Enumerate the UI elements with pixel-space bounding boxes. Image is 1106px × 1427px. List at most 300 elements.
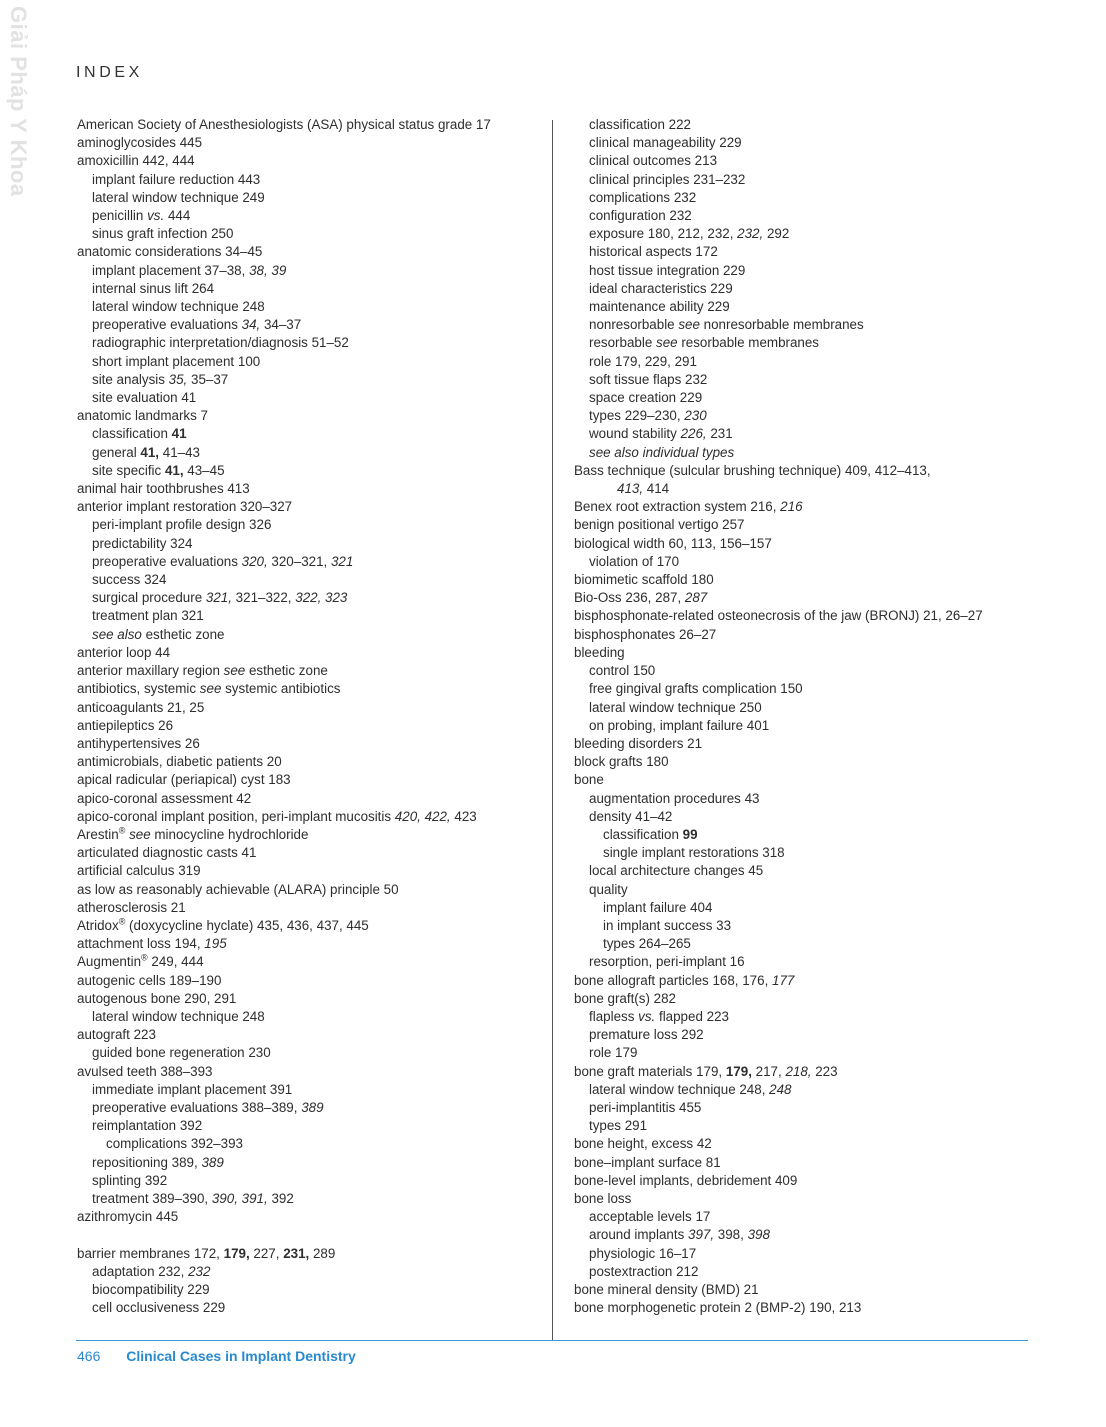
index-entry: [77, 862, 542, 880]
index-subentry: [77, 298, 542, 316]
index-subentry: [574, 1245, 1044, 1263]
entry-text: anterior loop 44: [77, 644, 171, 660]
index-column-left: [77, 116, 542, 1317]
entry-text: complications 232: [589, 189, 697, 205]
index-subentry: [574, 425, 1044, 443]
index-entry: [574, 1190, 1044, 1208]
entry-text: maintenance ability 229: [589, 299, 730, 315]
entry-text: bisphosphonates 26–27: [574, 626, 717, 642]
entry-text: premature loss 292: [589, 1027, 704, 1043]
entry-text: 41: [171, 426, 187, 442]
entry-text: clinical outcomes 213: [589, 153, 718, 169]
entry-text: anterior maxillary region: [77, 663, 224, 679]
entry-text: 444: [164, 208, 191, 224]
entry-text: bone mineral density (BMD) 21: [574, 1282, 759, 1297]
index-entry: [77, 116, 542, 134]
index-subentry: [574, 171, 1044, 189]
entry-text: bleeding disorders 21: [574, 735, 703, 751]
entry-text: biomimetic scaffold 180: [574, 572, 714, 588]
page-footer: [77, 1348, 356, 1364]
entry-text: 223: [811, 1063, 838, 1079]
entry-text: bone graft(s) 282: [574, 990, 676, 1006]
index-subentry: [574, 1008, 1044, 1026]
entry-text: lateral window technique 248,: [589, 1081, 770, 1097]
entry-text: see: [678, 317, 700, 333]
entry-text: success 324: [92, 572, 167, 588]
entry-text: 177: [772, 972, 795, 988]
entry-text: Bio-Oss 236, 287,: [574, 590, 685, 606]
index-entry: [77, 680, 542, 698]
entry-text: see: [656, 335, 678, 351]
index-subentry: [574, 134, 1044, 152]
index-subentry: [77, 316, 542, 334]
entry-text: lateral window technique 248: [92, 299, 265, 315]
entry-text: 292: [763, 226, 790, 242]
entry-text: see: [223, 663, 246, 679]
index-subentry: [574, 207, 1044, 225]
entry-text: ®: [118, 825, 126, 836]
entry-text: types 291: [589, 1118, 648, 1134]
index-subentry: [77, 1190, 542, 1208]
entry-text: 398,: [714, 1227, 748, 1243]
index-subentry: [574, 1226, 1044, 1244]
entry-text: implant failure reduction 443: [92, 171, 261, 187]
entry-text: 420, 422,: [394, 808, 451, 824]
index-subentry: [574, 189, 1044, 207]
entry-text: biocompatibility 229: [92, 1281, 210, 1297]
index-subentry: [77, 189, 542, 207]
index-entry: [574, 1172, 1044, 1190]
entry-text: 35,: [168, 371, 188, 387]
entry-text: classification 222: [589, 117, 691, 132]
entry-text: peri-implant profile design 326: [92, 517, 272, 533]
entry-text: bone allograft particles 168, 176,: [574, 972, 773, 988]
index-entry: [77, 662, 542, 680]
entry-text: 38, 39: [249, 262, 287, 278]
index-subentry: [574, 553, 1044, 571]
index-subentry: [574, 1044, 1044, 1062]
index-subentry: [77, 1044, 542, 1062]
entry-text: 413,: [617, 481, 644, 497]
entry-text: anticoagulants 21, 25: [77, 699, 205, 715]
entry-text: amoxicillin 442, 444: [77, 153, 195, 169]
entry-text: reimplantation 392: [92, 1118, 203, 1134]
index-entry: [574, 972, 1044, 990]
entry-text: autogenous bone 290, 291: [77, 990, 237, 1006]
entry-text: vs.: [638, 1008, 656, 1024]
entry-text: wound stability: [589, 426, 681, 442]
index-entry: [574, 498, 1044, 516]
index-entry: [574, 462, 1044, 480]
index-entry: [77, 771, 542, 789]
entry-text: lateral window technique 249: [92, 189, 265, 205]
index-subentry: [574, 1117, 1044, 1135]
entry-text: 320,: [241, 553, 268, 569]
index-entry-continuation: [574, 480, 1044, 498]
entry-text: as low as reasonably achievable (ALARA) principle 50: [77, 881, 399, 897]
entry-text: see also: [92, 626, 142, 642]
entry-text: local architecture changes 45: [589, 863, 764, 879]
entry-text: sinus graft infection 250: [92, 226, 234, 242]
entry-text: (doxycycline hyclate) 435, 436, 437, 445: [125, 917, 369, 933]
index-subentry: [574, 371, 1044, 389]
index-subentry: [77, 262, 542, 280]
index-subentry: [77, 444, 542, 462]
index-subentry: [77, 1172, 542, 1190]
index-entry: [77, 790, 542, 808]
entry-text: aminoglycosides 445: [77, 135, 203, 151]
index-entry: [77, 881, 542, 899]
entry-text: on probing, implant failure 401: [589, 717, 770, 733]
index-subentry: [574, 862, 1044, 880]
watermark: Giải Pháp Y Khoa: [6, 6, 31, 197]
index-entry: [77, 134, 542, 152]
entry-text: treatment plan 321: [92, 608, 204, 624]
entry-text: Benex root extraction system 216,: [574, 499, 781, 515]
entry-text: 289: [309, 1245, 336, 1261]
entry-text: Augmentin: [77, 954, 142, 970]
index-entry: [574, 771, 1044, 789]
entry-text: penicillin: [92, 208, 148, 224]
index-subentry: [77, 626, 542, 644]
entry-text: ®: [118, 916, 126, 927]
index-subentry: [574, 225, 1044, 243]
index-subentry: [77, 516, 542, 534]
entry-text: predictability 324: [92, 535, 193, 551]
entry-text: bone loss: [574, 1190, 632, 1206]
entry-text: 398: [747, 1227, 770, 1243]
entry-text: 322, 323: [295, 590, 348, 606]
entry-text: apico-coronal assessment 42: [77, 790, 252, 806]
entry-text: acceptable levels 17: [589, 1209, 711, 1225]
entry-text: 414: [643, 481, 670, 497]
entry-text: anterior implant restoration 320–327: [77, 499, 293, 515]
entry-text: attachment loss 194,: [77, 936, 205, 952]
entry-text: postextraction 212: [589, 1263, 699, 1279]
entry-text: treatment 389–390,: [92, 1190, 212, 1206]
entry-text: 321–322,: [231, 590, 296, 606]
entry-text: 227,: [249, 1245, 284, 1261]
entry-text: classification: [603, 826, 683, 842]
index-subentry: [77, 1135, 542, 1153]
entry-text: classification: [92, 426, 172, 442]
entry-text: anatomic considerations 34–45: [77, 244, 263, 260]
index-subentry: [574, 826, 1044, 844]
index-subentry: [77, 553, 542, 571]
entry-text: biological width 60, 113, 156–157: [574, 535, 772, 551]
entry-text: flapless: [589, 1008, 639, 1024]
entry-text: 287: [684, 590, 708, 606]
entry-text: around implants: [589, 1227, 688, 1243]
index-subentry: [574, 116, 1044, 134]
entry-text: 41,: [164, 462, 184, 478]
entry-text: 179,: [223, 1245, 250, 1261]
entry-text: anatomic landmarks 7: [77, 408, 208, 424]
entry-text: barrier membranes 172,: [77, 1245, 224, 1261]
entry-text: apical radicular (periapical) cyst 183: [77, 772, 291, 788]
entry-text: bone–implant surface 81: [574, 1154, 721, 1170]
entry-text: 43–45: [183, 462, 225, 478]
entry-text: Atridox: [77, 917, 119, 933]
entry-text: autogenic cells 189–190: [77, 972, 222, 988]
index-subentry: [77, 207, 542, 225]
index-entry: [77, 899, 542, 917]
index-entry: [77, 972, 542, 990]
index-entry: [574, 1135, 1044, 1153]
entry-text: bone: [574, 772, 604, 788]
entry-text: 389: [301, 1099, 324, 1115]
entry-text: 218,: [785, 1063, 812, 1079]
entry-text: lateral window technique 250: [589, 699, 762, 715]
entry-text: peri-implantitis 455: [589, 1099, 702, 1115]
entry-text: animal hair toothbrushes 413: [77, 481, 250, 497]
entry-text: cell occlusiveness 229: [92, 1300, 226, 1316]
index-entry: [77, 917, 542, 935]
index-subentry: [574, 844, 1044, 862]
index-entry: [77, 735, 542, 753]
index-entry: [574, 607, 1044, 625]
entry-text: 35–37: [187, 371, 229, 387]
index-entry: [77, 1208, 542, 1226]
entry-text: preoperative evaluations 388–389,: [92, 1099, 302, 1115]
index-subentry: [574, 353, 1044, 371]
entry-text: site evaluation 41: [92, 390, 197, 406]
entry-text: bleeding: [574, 644, 625, 660]
entry-text: 397,: [688, 1227, 715, 1243]
index-subentry: [574, 699, 1044, 717]
index-subentry: [574, 334, 1044, 352]
index-subentry: [77, 1081, 542, 1099]
entry-text: surgical procedure: [92, 590, 206, 606]
index-entry: [77, 826, 542, 844]
entry-text: implant placement 37–38,: [92, 262, 250, 278]
footer-rule: [76, 1340, 1028, 1341]
index-subentry: [77, 1299, 542, 1317]
entry-text: avulsed teeth 388–393: [77, 1063, 213, 1079]
index-subentry: [77, 607, 542, 625]
entry-text: autograft 223: [77, 1027, 156, 1043]
index-entry: [77, 953, 542, 971]
entry-text: site analysis: [92, 371, 169, 387]
entry-text: density 41–42: [589, 808, 673, 824]
index-entry: [77, 753, 542, 771]
index-subentry: [77, 353, 542, 371]
index-subentry: [574, 298, 1044, 316]
index-subentry: [574, 262, 1044, 280]
index-subentry: [77, 1281, 542, 1299]
index-subentry: [77, 1154, 542, 1172]
entry-text: free gingival grafts complication 150: [589, 681, 803, 697]
entry-text: site specific: [92, 462, 165, 478]
entry-text: bone height, excess 42: [574, 1136, 712, 1152]
index-subentry: [574, 935, 1044, 953]
index-subentry: [77, 535, 542, 553]
entry-text: single implant restorations 318: [603, 845, 785, 861]
entry-text: role 179, 229, 291: [589, 353, 697, 369]
entry-text: 226,: [680, 426, 707, 442]
index-subentry: [77, 571, 542, 589]
index-subentry: [77, 589, 542, 607]
entry-gap: [77, 1226, 542, 1244]
entry-text: benign positional vertigo 257: [574, 517, 745, 533]
index-subentry: [574, 1099, 1044, 1117]
entry-text: quality: [589, 881, 628, 897]
entry-text: 195: [204, 936, 227, 952]
entry-text: vs.: [147, 208, 165, 224]
entry-text: host tissue integration 229: [589, 262, 746, 278]
entry-text: 392: [267, 1190, 294, 1206]
entry-text: block grafts 180: [574, 754, 669, 770]
entry-text: esthetic zone: [245, 663, 328, 679]
index-entry: [77, 1063, 542, 1081]
index-subentry: [77, 1117, 542, 1135]
entry-text: violation of 170: [589, 553, 680, 569]
entry-text: physiologic 16–17: [589, 1245, 697, 1261]
entry-text: 321,: [205, 590, 232, 606]
entry-text: 230: [684, 408, 707, 424]
index-subentry: [77, 171, 542, 189]
entry-text: bone graft materials 179,: [574, 1063, 726, 1079]
index-subentry: [574, 1081, 1044, 1099]
entry-text: atherosclerosis 21: [77, 899, 186, 915]
index-entry: [574, 589, 1044, 607]
entry-text: repositioning 389,: [92, 1154, 202, 1170]
page-number: 466: [77, 1348, 101, 1364]
index-subentry: [574, 662, 1044, 680]
entry-text: types 264–265: [603, 936, 691, 952]
index-entry: [574, 1154, 1044, 1172]
index-subentry: [77, 425, 542, 443]
entry-text: flapped 223: [655, 1008, 729, 1024]
entry-text: 34,: [241, 317, 261, 333]
entry-text: general: [92, 444, 141, 460]
entry-text: 34–37: [260, 317, 302, 333]
index-subentry: [574, 953, 1044, 971]
index-subentry: [574, 152, 1044, 170]
book-title: Clinical Cases in Implant Dentistry: [126, 1348, 356, 1364]
index-entry: [77, 844, 542, 862]
entry-text: internal sinus lift 264: [92, 280, 215, 296]
entry-text: short implant placement 100: [92, 353, 261, 369]
entry-text: articulated diagnostic casts 41: [77, 845, 257, 861]
entry-text: 41,: [140, 444, 160, 460]
entry-text: resorption, peri-implant 16: [589, 954, 745, 970]
entry-text: minocycline hydrochloride: [150, 826, 309, 842]
index-subentry: [574, 407, 1044, 425]
entry-text: esthetic zone: [141, 626, 225, 642]
index-heading: INDEX: [76, 64, 143, 81]
entry-text: complications 392–393: [106, 1136, 243, 1152]
index-subentry: [574, 444, 1044, 462]
entry-text: soft tissue flaps 232: [589, 371, 708, 387]
index-subentry: [574, 243, 1044, 261]
entry-text: antiepileptics 26: [77, 717, 174, 733]
index-subentry: [574, 680, 1044, 698]
entry-text: 248: [769, 1081, 792, 1097]
index-subentry: [77, 462, 542, 480]
index-entry: [77, 935, 542, 953]
entry-text: 231,: [283, 1245, 310, 1261]
index-subentry: [574, 899, 1044, 917]
entry-text: apico-coronal implant position, peri-implant mucositis: [77, 808, 395, 824]
index-subentry: [574, 790, 1044, 808]
index-subentry: [574, 280, 1044, 298]
entry-text: ideal characteristics 229: [589, 280, 733, 296]
index-entry: [77, 480, 542, 498]
index-entry: [574, 1063, 1044, 1081]
index-subentry: [574, 717, 1044, 735]
entry-text: 216: [780, 499, 803, 515]
index-entry: [574, 626, 1044, 644]
entry-text: 41–43: [159, 444, 200, 460]
index-entry: [574, 735, 1044, 753]
index-entry: [574, 1299, 1044, 1317]
index-subentry: [77, 1008, 542, 1026]
entry-text: azithromycin 445: [77, 1209, 179, 1225]
entry-text: 423: [450, 808, 477, 824]
entry-text: clinical manageability 229: [589, 135, 742, 151]
index-subentry: [77, 334, 542, 352]
entry-text: in implant success 33: [603, 917, 732, 933]
entry-text: 321: [330, 553, 354, 569]
entry-text: implant failure 404: [603, 899, 713, 915]
entry-text: guided bone regeneration 230: [92, 1045, 271, 1061]
entry-text: historical aspects 172: [589, 244, 718, 260]
index-entry: [77, 644, 542, 662]
index-subentry: [574, 1208, 1044, 1226]
index-subentry: [574, 316, 1044, 334]
entry-text: bisphosphonate-related osteonecrosis of the jaw (BRONJ) 21, 26–27: [574, 608, 983, 624]
entry-text: see: [129, 826, 151, 842]
entry-text: Arestin: [77, 826, 119, 842]
index-entry: [77, 243, 542, 261]
entry-text: configuration 232: [589, 208, 692, 224]
entry-text: systemic antibiotics: [221, 681, 341, 697]
index-subentry: [574, 881, 1044, 899]
column-divider: [552, 120, 553, 1340]
index-entry: [574, 516, 1044, 534]
entry-text: nonresorbable membranes: [699, 317, 864, 333]
entry-text: bone morphogenetic protein 2 (BMP-2) 190, 213: [574, 1300, 862, 1316]
index-entry: [574, 535, 1044, 553]
entry-text: 249, 444: [147, 954, 204, 970]
index-entry: [574, 990, 1044, 1008]
index-entry: [77, 407, 542, 425]
entry-text: ®: [141, 952, 148, 963]
index-entry: [574, 644, 1044, 662]
entry-text: nonresorbable: [589, 317, 679, 333]
index-subentry: [77, 225, 542, 243]
index-entry: [77, 1245, 542, 1263]
entry-text: 232: [188, 1263, 211, 1279]
entry-text: see: [199, 681, 222, 697]
entry-text: 390, 391,: [211, 1190, 268, 1206]
index-column-right: [574, 116, 1044, 1317]
entry-text: artificial calculus 319: [77, 863, 201, 879]
entry-text: antihypertensives 26: [77, 735, 200, 751]
index-subentry: [77, 1099, 542, 1117]
index-subentry: [574, 917, 1044, 935]
index-subentry: [77, 389, 542, 407]
entry-text: 99: [682, 826, 698, 842]
index-entry: [574, 1281, 1044, 1299]
entry-text: preoperative evaluations: [92, 553, 242, 569]
entry-text: space creation 229: [589, 390, 703, 406]
entry-text: lateral window technique 248: [92, 1008, 265, 1024]
index-entry: [574, 753, 1044, 771]
entry-text: resorbable: [589, 335, 656, 351]
index-entry: [574, 571, 1044, 589]
